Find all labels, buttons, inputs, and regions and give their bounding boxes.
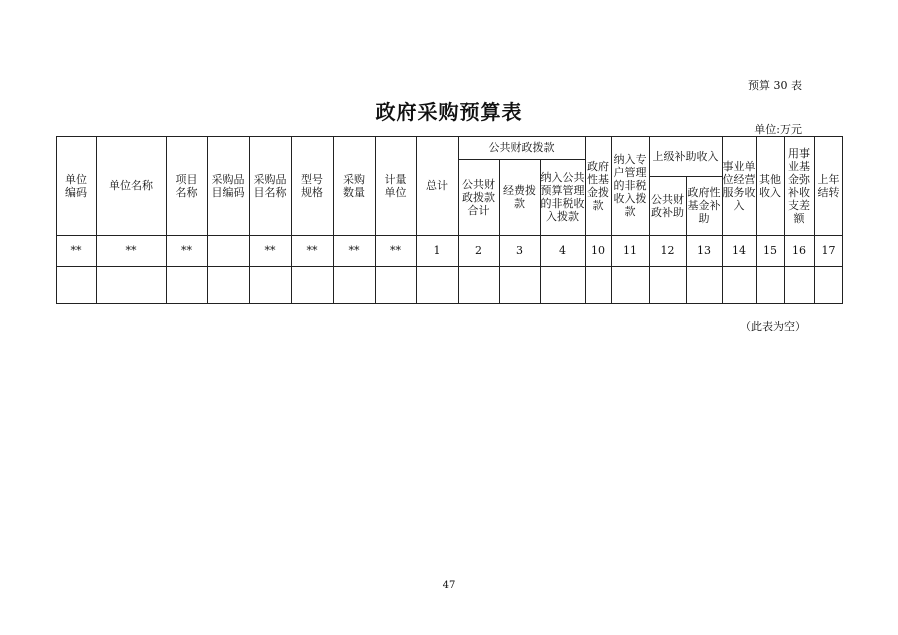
table-cell: 14	[732, 244, 746, 257]
table-cell: 10	[591, 244, 605, 257]
table-cell: 12	[660, 244, 675, 257]
table-cell	[207, 235, 249, 266]
table-cell: 2	[475, 244, 482, 257]
header-carryover: 上年 结转	[817, 172, 840, 199]
table-cell: 16	[792, 244, 806, 257]
header-pf-nontax: 纳入公共 预算管理 的非税收 入拨款	[540, 171, 585, 223]
header-measure-unit: 计量 单位	[384, 172, 407, 199]
header-group-public-finance: 公共财政拨款	[488, 141, 555, 154]
table-cell: **	[264, 244, 276, 257]
header-other-income: 其他 收入	[759, 172, 781, 199]
table-cell: 3	[516, 244, 523, 257]
table-cell: 13	[697, 244, 711, 257]
unit-label: 单位:万元	[754, 123, 802, 136]
table-number: 预算 30 表	[748, 79, 802, 92]
table-cell: **	[181, 244, 192, 257]
header-gov-fund: 政府 性基 金拨 款	[587, 159, 609, 212]
header-sup-govfund: 政府性 基金补 助	[687, 186, 721, 225]
table-cell: **	[390, 244, 401, 257]
header-business-income: 事业单 位经营 服务收 入	[722, 159, 756, 212]
table-cell: **	[348, 244, 360, 257]
table-cell: 4	[559, 244, 566, 257]
header-item-name: 采购品 目名称	[253, 172, 287, 199]
header-group-superior-subsidy: 上级补助收入	[652, 149, 719, 163]
table-cell: 15	[763, 244, 777, 257]
table-cell: 1	[433, 244, 441, 257]
header-unit-name: 单位名称	[109, 179, 153, 192]
table-cell: **	[306, 244, 318, 257]
table-cell: 11	[623, 244, 637, 257]
table-cell: **	[125, 244, 137, 257]
header-pf-total: 公共财 政拨款 合计	[462, 177, 495, 217]
header-sup-public: 公共财 政补助	[651, 192, 684, 219]
header-unit-code: 单位 编码	[65, 172, 87, 199]
page-number: 47	[442, 580, 456, 591]
header-project-name: 项目 名称	[175, 172, 198, 199]
header-fund-offset: 用事 业基 金弥 补收 支差 额	[788, 146, 810, 225]
page-title: 政府采购预算表	[375, 100, 523, 124]
header-pf-expense: 经费拨 款	[503, 184, 536, 210]
header-special-nontax: 纳入专 户管理 的非税 收入拨 款	[613, 153, 647, 218]
empty-table-note: （此表为空）	[740, 320, 806, 333]
table-cell: 17	[821, 244, 836, 257]
header-total: 总计	[426, 179, 448, 192]
header-item-code: 采购品 目编码	[211, 172, 245, 199]
table-cell: **	[70, 244, 82, 257]
header-quantity: 采购 数量	[343, 172, 365, 199]
header-model: 型号 规格	[301, 172, 323, 199]
